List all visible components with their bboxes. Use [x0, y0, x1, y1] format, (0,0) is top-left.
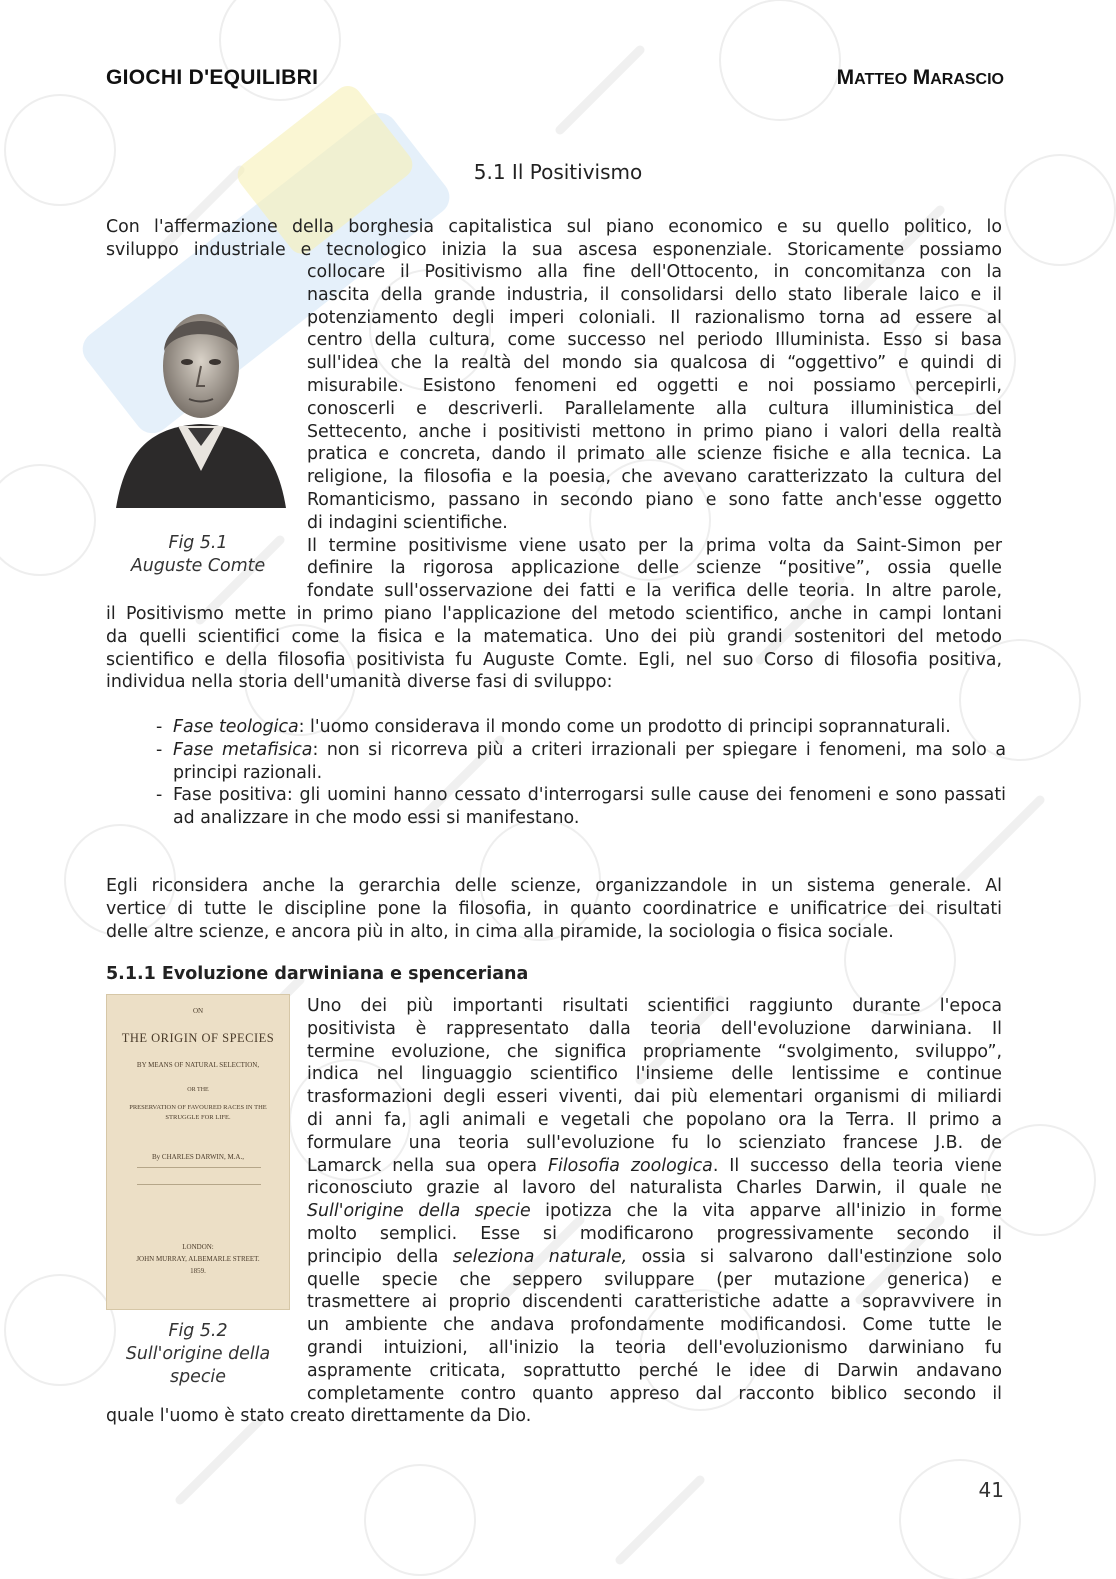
fig2-title-line2: specie — [170, 1366, 226, 1387]
text-line: sviluppo industriale e tecnologico inizia la sua ascesa esponenziale. Storicamente possiamo — [106, 239, 1002, 260]
fig2-title-line1: Sull'origine della — [125, 1343, 271, 1364]
section-title: 5.1 Il Positivismo — [473, 160, 643, 184]
text-line: di anni fa, agli animali e vegetali che popolano ora la Terra. Il primo a — [307, 1109, 1002, 1130]
text-line: definire la rigorosa applicazione delle scienze “positive”, ossia quelle — [307, 558, 1002, 579]
fig1-title: Auguste Comte — [130, 555, 266, 576]
text-line: completamente contro quanto appreso dal racconto biblico secondo il — [307, 1383, 1002, 1404]
text-line: Il termine positivisme viene usato per la prima volta da Saint-Simon per — [307, 535, 1002, 556]
header-author: MATTEO MARASCIO — [836, 66, 1004, 89]
text-line: quelle specie che seppero sviluppare (per mutazione generica) e — [307, 1269, 1002, 1290]
subsection-title: 5.1.1 Evoluzione darwiniana e spenceriana — [106, 964, 529, 984]
evolution-paragraph — [307, 995, 1002, 1405]
fig2-caption — [106, 1320, 290, 1388]
text-line: Romanticismo, passano in secondo piano e sono fatte anch'esse oggetto — [307, 489, 1002, 510]
intro-paragraph-bottom — [106, 603, 1002, 694]
text-line: positivista è rappresentato dalla teoria dell'evoluzione darwiniana. Il — [307, 1018, 1002, 1039]
text-line: pratica e concreta, dando il primato alle scienze fisiche e alla tecnica. La — [307, 444, 1002, 465]
text-line: principio della seleziona naturale, ossia si salvarono dall'estinzione solo — [307, 1246, 1003, 1267]
text-line: trasmettere ai proprio discendenti caratteristiche adatte a sopravvivere in — [307, 1292, 1002, 1313]
text-line: delle altre scienze, e ancora più in alto, in cima alla piramide, la sociologia o fisica sociale. — [106, 921, 894, 942]
text-line: Sull'origine della specie ipotizza che la vita apparve all'inizio in forme — [307, 1201, 1002, 1222]
text-line: il Positivismo mette in primo piano l'applicazione del metodo scientifico, anche in campi lontani — [106, 604, 1002, 624]
text-line: Settecento, anche i positivisti mettono in primo piano i valori della realtà — [307, 421, 1002, 442]
intro-paragraph-top — [106, 216, 1002, 262]
text-line: trasformazioni degli esseri viventi, dai più elementari organismi di miliardi — [307, 1087, 1002, 1108]
text-line: riconosciuto grazie al lavoro del naturalista Charles Darwin, il quale ne — [307, 1178, 1002, 1199]
list-item: - Fase positiva: gli uomini hanno cessato d'interrogarsi sulle cause dei fenomeni e sono passati ad analizzare in che modo essi si manifestano. — [156, 785, 1006, 829]
text-line: potenziamento degli imperi coloniali. Il razionalismo torna ad essere al — [307, 307, 1002, 328]
text-line: conoscerli e descriverli. Parallelamente alla cultura illuministica del — [307, 398, 1002, 419]
comte-portrait-image — [116, 296, 286, 508]
phases-list — [156, 716, 1006, 830]
text-line: indica nel linguaggio scientifico l'insieme delle lentissime e continue — [307, 1064, 1002, 1085]
text-line: quale l'uomo è stato creato direttamente da Dio. — [106, 1406, 532, 1426]
text-line: misurabile. Esistono fenomeni ed oggetti e noi possiamo percepirli, — [307, 375, 1002, 396]
text-line: Lamarck nella sua opera Filosofia zoologica. Il successo della teoria viene — [307, 1155, 1002, 1176]
text-line: un ambiente che andava profondamente modificandosi. Come tutte le — [307, 1315, 1002, 1336]
origin-of-species-cover-image: ON THE ORIGIN OF SPECIES BY MEANS OF NATURAL SELECTION, OR THE PRESERVATION OF FAVOURED RACES IN THE STRUGGLE FOR LIFE. By CHARLES DARWIN, M.A., LONDON: JOHN MURRAY, ALBEMARLE STREET. 1859. — [106, 994, 290, 1310]
text-line: grandi intuizioni, all'inizio la teoria dell'evoluzionismo darwiniano fu — [307, 1337, 1002, 1358]
text-line: sull'idea che la realtà del mondo sia qualcosa di “oggettivo” e quindi di — [307, 353, 1002, 374]
list-item: - Fase metafisica: non si ricorreva più a criteri irrazionali per spiegare i fenomeni, ma solo a principi razionali. — [156, 739, 1006, 783]
text-line: aspramente criticata, soprattutto perché le idee di Darwin andavano — [307, 1360, 1002, 1381]
fig2-number: Fig 5.2 — [168, 1321, 228, 1341]
text-line: scientifico e della filosofia positivista fu Auguste Comte. Egli, nel suo Corso di filosofia positiva, — [106, 649, 1002, 670]
text-line: collocare il Positivismo alla fine dell'Ottocento, in concomitanza con la — [307, 262, 1002, 282]
list-item: - Fase teologica: l'uomo considerava il mondo come un prodotto di principi soprannaturali. — [156, 717, 951, 737]
text-line: di indagini scientifiche. — [307, 512, 508, 533]
intro-paragraph-side — [307, 261, 1002, 603]
evolution-last-line — [106, 1405, 1002, 1428]
text-line: termine evoluzione, che significa propriamente “svolgimento, sviluppo”, — [307, 1041, 1002, 1062]
fig1-number: Fig 5.1 — [168, 533, 228, 553]
text-line: centro della cultura, come successo nel periodo Illuminista. Esso si basa — [307, 330, 1002, 351]
header-title: GIOCHI D'EQUILIBRI — [106, 66, 319, 89]
text-line: individua nella storia dell'umanità diverse fasi di sviluppo: — [106, 672, 613, 693]
text-line: vertice di tutte le discipline pone la filosofia, in quanto coordinatrice e unificatrice dei risultati — [106, 898, 1002, 919]
page-number: 41 — [978, 1478, 1004, 1502]
text-line: formulare una teoria sull'evoluzione fu lo scienziato francese J.B. de — [307, 1132, 1002, 1153]
text-line: Uno dei più importanti risultati scientifici raggiunto durante l'epoca — [307, 996, 1002, 1016]
text-line: nascita della grande industria, il consolidarsi dello stato liberale laico e il — [307, 284, 1002, 305]
text-line: fondate sull'osservazione dei fatti e la verifica delle teoria. In altre parole, — [307, 581, 1002, 602]
hierarchy-paragraph — [106, 875, 1002, 943]
text-line: Con l'affermazione della borghesia capitalistica sul piano economico e su quello politico, lo — [106, 217, 1002, 237]
text-line: Egli riconsidera anche la gerarchia delle scienze, organizzandole in un sistema generale. Al — [106, 876, 1002, 896]
fig1-caption — [106, 532, 290, 578]
text-line: religione, la filosofia e la poesia, che avevano caratterizzato la cultura del — [307, 467, 1002, 488]
text-line: da quelli scientifici come la fisica e la matematica. Uno dei più grandi sostenitori del metodo — [106, 626, 1002, 647]
text-line: molto semplici. Esse si modificarono progressivamente secondo il — [307, 1223, 1002, 1244]
